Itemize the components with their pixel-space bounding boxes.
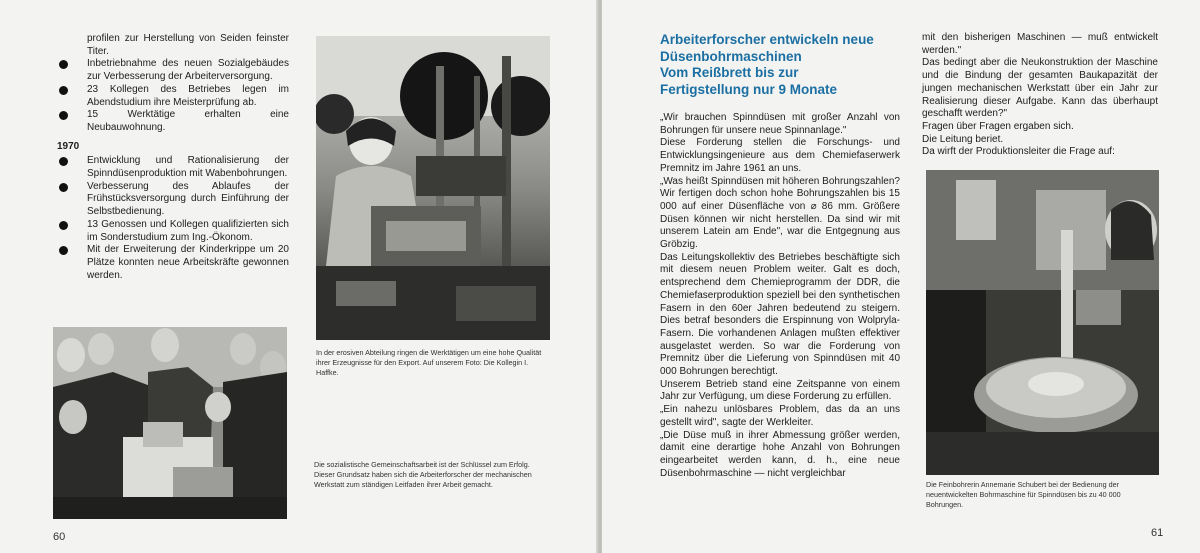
bullet-icon (59, 86, 68, 95)
bullet-icon (59, 183, 68, 192)
list-item: Mit der Erweiterung der Kinderkrippe um 20 Plätze konnten neue Arbeitskräfte gewonnen werden. (57, 244, 289, 282)
list-item: Verbesserung des Ablaufes der Frühstücksversorgung durch Einführung der Selbstbedienung. (57, 181, 289, 219)
list-1969 (57, 58, 289, 134)
list-item: 23 Kollegen des Betriebes legen im Abendstudium ihre Meisterprüfung ab. (57, 84, 289, 109)
article-column-2 (922, 32, 1158, 159)
bullet-icon (59, 60, 68, 69)
photo-worker-at-machine (316, 36, 550, 340)
paragraph: „Was heißt Spinndüsen mit höheren Bohrungszahlen? Wir fertigen doch schon hohe Bohrungszahlen bis 15 000 auf einer Düsenfläche von ⌀ 86 mm. Größere Düsen können wir nicht herstellen. Da sind wir mit unserem Latein am Ende", war die Entgegnung aus Gröbzig. (660, 175, 900, 251)
paragraph: Die Leitung beriet. (922, 133, 1004, 145)
right-page (602, 0, 1200, 553)
page-number: 61 (1151, 527, 1164, 539)
list-1970 (57, 155, 289, 282)
bullet-icon (59, 111, 68, 120)
paragraph: Das bedingt aber die Neukonstruktion der Maschine und die Bindung der gesamten Baukapazität der jungen mechanischen Werkstatt über ein Jahr zur Realisierung dieser Aufgabe. Kann das überhaupt geschafft werden?" (922, 57, 1158, 120)
paragraph: „Ein nahezu unlösbares Problem, das da an uns gestellt wird", sagte der Werkleiter. (660, 404, 900, 428)
caption-bottom-photo: Die sozialistische Gemeinschaftsarbeit ist der Schlüssel zum Erfolg. Dieser Grundsatz haben sich die Arbeiterforscher der mechanischen Werkstatt zum ständigen Leitfaden ihrer Arbeit gemacht. (314, 460, 532, 489)
caption-drilling-machine: Die Feinbohrerin Annemarie Schubert bei der Bedienung der neuentwickelten Bohrmaschine für Spinndüsen bis zu 40 000 Bohrungen. (926, 480, 1121, 509)
list-item: 13 Genossen und Kollegen qualifizierten sich im Sonderstudium zum Ing.-Ökonom. (57, 219, 289, 244)
year-heading: 1970 (57, 140, 80, 152)
paragraph: mit den bisherigen Maschinen — muß entwickelt werden." (922, 32, 1158, 56)
intro-text: profilen zur Herstellung von Seiden feinster Titer. (87, 33, 289, 57)
paragraph: Unserem Betrieb stand eine Zeitspanne von einem Jahr zur Verfügung, um diese Forderung zu erfüllen. (660, 378, 900, 403)
paragraph: Das Leitungskollektiv des Betriebes beschäftigte sich mit diesem neuen Problem weiter. Galt es doch, entsprechend dem Chemieprogramm der DDR, die Chemiefaserproduktion speziell bei den synthetischen Fasern in den 60er Jahren bedeutend zu steigern. Dies betraf besonders die Erspinnung von Wolpryla-Fasern. Die vorhandenen Anlagen mußten effektiver ausgelastet werden. So war die Forderung von Premnitz über die Lieferung von Spinndüsen mit 40 000 Bohrungen berechtigt. (660, 251, 900, 378)
bullet-icon (59, 246, 68, 255)
paragraph: Da wirft der Produktionsleiter die Frage auf: (922, 146, 1115, 158)
paragraph: „Wir brauchen Spinndüsen mit großer Anzahl von Bohrungen für unsere neue Spinnanlage." (660, 112, 900, 136)
list-item: 15 Werktätige erhalten eine Neubauwohnung. (57, 109, 289, 134)
paragraph: Fragen über Fragen ergaben sich. (922, 120, 1074, 132)
paragraph: Diese Forderung stellen die Forschungs- und Entwicklungsingenieure aus dem Chemiefaserwerk Premnitz im Jahre 1961 an uns. (660, 137, 900, 174)
page-number: 60 (53, 531, 66, 543)
photo-drilling-machine (926, 170, 1159, 475)
article-headline: Arbeiterforscher entwickeln neue Düsenbohrmaschinen Vom Reißbrett bis zur Fertigstellung nur 9 Monate (660, 32, 874, 97)
article-column-1 (660, 112, 900, 480)
paragraph: „Die Düse muß in ihrer Abmessung größer werden, damit eine derartige hohe Anzahl von Bohrungen eingearbeitet werden kann, d. h., eine neue Düsenbohrmaschine — nicht vergleichbar (660, 429, 900, 479)
caption-top-photo: In der erosiven Abteilung ringen die Werktätigen um eine hohe Qualität ihrer Erzeugnisse für den Export. Auf unserem Foto: Die Kollegin I. Haffke. (316, 348, 542, 377)
bullet-icon (59, 157, 68, 166)
left-text-column (57, 33, 289, 282)
list-item: Inbetriebnahme des neuen Sozialgebäudes zur Verbesserung der Arbeiterversorgung. (57, 58, 289, 83)
photo-work-group (53, 327, 287, 519)
list-item: Entwicklung und Rationalisierung der Spinndüsenproduktion mit Wabenbohrungen. (57, 155, 289, 180)
bullet-icon (59, 221, 68, 230)
left-page (0, 0, 598, 553)
